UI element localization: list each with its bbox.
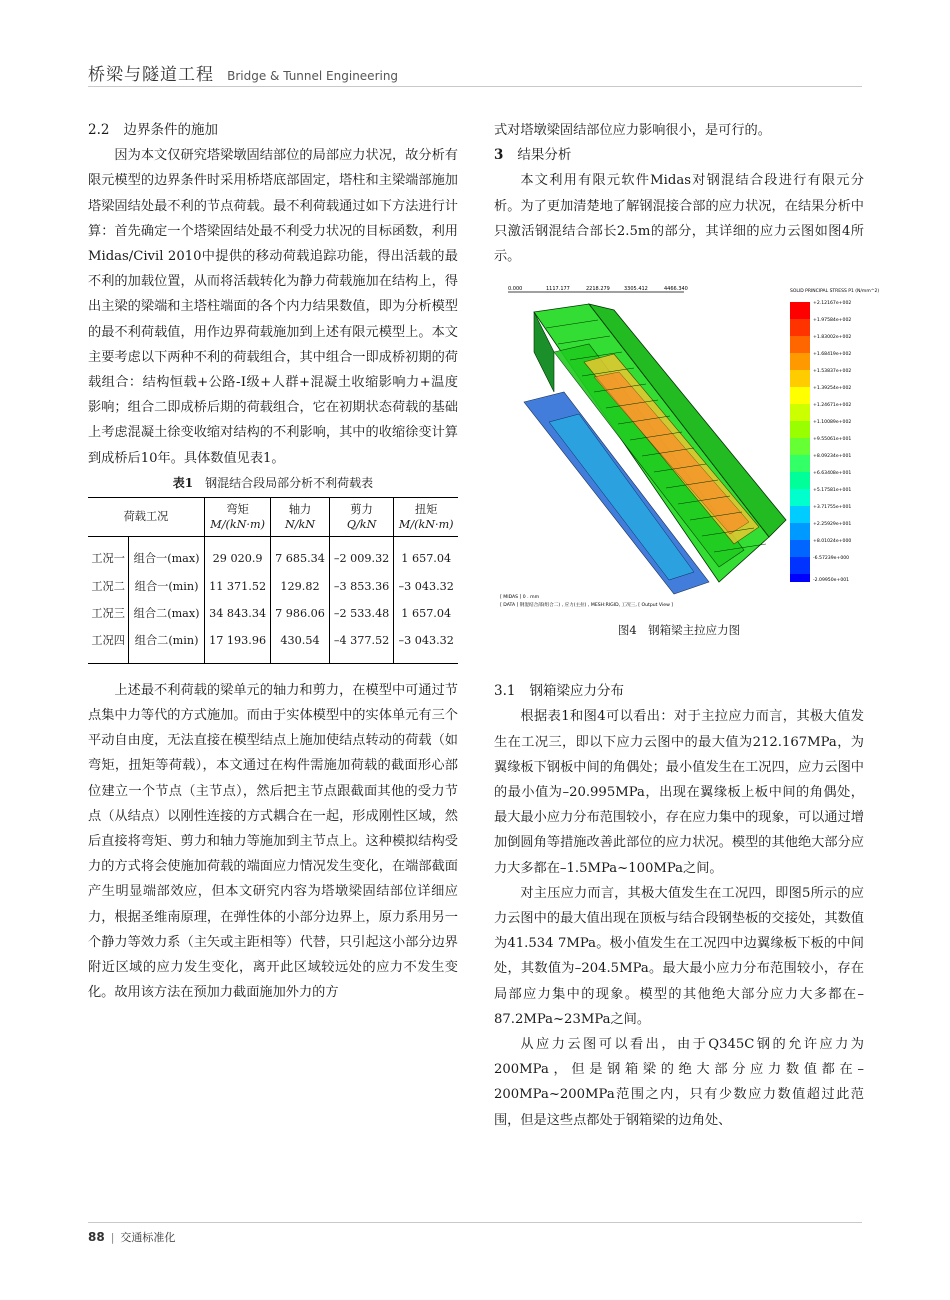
scale-label: 1117.177 [546, 286, 570, 292]
paragraph: 对主压应力而言，其极大值发生在工况四，即图5所示的应力云图中的最大值出现在顶板与结合段钢垫板的交接处，其数值为41.534 7MPa。极小值发生在工况四中边翼缘板下板的中间处，其数值为–204.5MPa。最大最小应力分布范围较小，存在局部应力集中的现象。模型的其他绝大部分应力大多都在–87.2MPa~23MPa之间。 [494, 885, 864, 1027]
svg-text:-6.57239e+000: -6.57239e+000 [813, 556, 850, 561]
paragraph: 本文利用有限元软件Midas对钢混结合段进行有限元分析。为了更加清楚地了解钢混接合部的应力状况，在结果分析中只激活钢混结合部长2.5m的部分，其详细的应力云图如图4所示。 [494, 173, 864, 265]
section-number: 3 [494, 147, 504, 164]
paragraph: 上述最不利荷载的梁单元的轴力和剪力，在模型中可通过节点集中力等代的方式施加。而由于实体模型中的实体单元有三个平动自由度，无法直接在模型结点上施加使结点转动的荷载（如弯矩，扭矩等荷载），本文通过在构件需施加荷载的截面形心部位建立一个节点（主节点），然后把主节点跟截面其他的受力节点（从结点）以刚性连接的方式耦合在一起，形成刚性区域，然后直接将弯矩、剪力和轴力等施加到主节点上。这种模拟结构受力的方式将会使施加荷载的端面应力情况发生变化，在端部截面产生明显端部效应，但本文研究内容为塔墩梁固结部位详细应力，根据圣维南原理，在弹性体的小部分边界上，原力系用另一个静力等效力系（主矢或主距相等）代替，只引起这小部分边界附近区域的应力发生变化，离开此区域较远处的应力不发生变化。故用该方法在预加力截面施加外力的方 [88, 682, 458, 1001]
svg-text:+1.10089e+002: +1.10089e+002 [813, 420, 852, 425]
section-number: 2.2 [88, 122, 110, 138]
section-heading [494, 143, 864, 168]
col-header-shear: 剪力 Q/kN [329, 497, 394, 536]
col-header-torsion: 扭矩 M/(kN·m) [394, 497, 458, 536]
svg-text:+1.39254e+002: +1.39254e+002 [813, 386, 852, 391]
legend-title: SOLID PRINCIPAL STRESS P1 (N/mm^2) [790, 289, 880, 294]
svg-text:+9.55061e+001: +9.55061e+001 [813, 437, 852, 442]
table-row: 工况一 组合一(max) 29 020.9 7 685.34 –2 009.32 1 657.04 [88, 536, 458, 573]
table-row: 工况三 组合二(max) 34 843.34 7 986.06 –2 533.48 1 657.04 [88, 600, 458, 627]
svg-text:+1.24671e+002: +1.24671e+002 [813, 403, 852, 408]
svg-text:+8.01024e+000: +8.01024e+000 [813, 539, 852, 544]
paragraph: 根据表1和图4可以看出：对于主拉应力而言，其极大值发生在工况三，即以下应力云图中的最大值为212.167MPa，为翼缘板下钢板中间的角偶处；最小值发生在工况四，应力云图中的最小值为–20.995MPa，出现在翼缘板上板中间的角偶处，最大最小应力分布范围较小，存在应力集中的现象，可以通过增加倒圆角等措施改善此部位的应力状况。模型的其他绝大部分应力大多都在–1.5MPa~100MPa之间。 [494, 709, 864, 876]
svg-text:+1.68419e+002: +1.68419e+002 [813, 352, 852, 357]
svg-text:+1.97584e+002: +1.97584e+002 [813, 318, 852, 323]
section-heading [494, 679, 864, 704]
svg-text:+1.83002e+002: +1.83002e+002 [813, 335, 852, 340]
svg-text:+3.71755e+001: +3.71755e+001 [813, 505, 852, 510]
paragraph: 从应力云图可以看出，由于Q345C钢的允许应力为200MPa，但是钢箱梁的绝大部分应力数值都在–200MPa~200MPa范围之内，只有少数应力数值超过此范围，但是这些点都处于钢箱梁的边角处、 [494, 1037, 864, 1128]
scale-label: 0.000 [508, 286, 523, 292]
col-header-case: 荷载工况 [88, 497, 204, 536]
table-title: 钢混结合段局部分析不利荷载表 [205, 475, 374, 490]
load-table [88, 497, 458, 664]
svg-text:+5.17581e+001: +5.17581e+001 [813, 488, 852, 493]
table-row: 工况四 组合二(min) 17 193.96 430.54 –4 377.52 –3 043.32 [88, 627, 458, 664]
figure-info: [ DATA ] 钢混结合部(组合二) , 应力(主拉) , MESH:RIGID, 工况三, [ Output View ] [500, 603, 674, 608]
section-heading [88, 118, 458, 143]
svg-text:-2.09950e+001: -2.09950e+001 [813, 578, 850, 583]
col-header-axial: 轴力 N/kN [271, 497, 330, 536]
svg-text:+8.09234e+001: +8.09234e+001 [813, 454, 852, 459]
legend-bar [790, 302, 810, 582]
figure-caption: 图4 钢箱梁主拉应力图 [617, 623, 741, 637]
table-caption [88, 475, 458, 491]
left-column [88, 118, 458, 1005]
journal-title-cn: 桥梁与隧道工程 [88, 65, 214, 85]
table-header-row [88, 497, 458, 536]
svg-text:+1.53837e+002: +1.53837e+002 [813, 369, 852, 374]
section-number: 3.1 [494, 683, 516, 700]
figure-info: [ MIDAS ] 0 . mm [500, 595, 540, 600]
paragraph: 式对塔墩梁固结部位应力影响很小，是可行的。 [494, 123, 771, 138]
table-label: 表1 [172, 475, 194, 490]
page-footer [88, 1222, 862, 1245]
svg-text:+2.12167e+002: +2.12167e+002 [813, 301, 852, 306]
section-title: 结果分析 [517, 147, 572, 164]
footer-separator: | [110, 1231, 115, 1244]
svg-text:+2.25929e+001: +2.25929e+001 [813, 522, 852, 527]
footer-journal: 交通标准化 [120, 1231, 176, 1244]
journal-title-en: Bridge & Tunnel Engineering [227, 69, 399, 83]
stress-contour-figure [494, 282, 880, 622]
scale-label: 4466.340 [664, 286, 688, 292]
paragraph: 因为本文仅研究塔梁墩固结部位的局部应力状况，故分析有限元模型的边界条件时采用桥塔底部固定，塔柱和主梁端部施加塔梁固结处最不利的节点荷载。最不利荷载通过如下方法进行计算：首先确定一个塔梁固结处最不利受力状况的目标函数，利用Midas/Civil 2010中提供的移动荷载追踪功能，得出活载的最不利的加载位置，从而将活载转化为静力荷载施加在结构上，得出主梁的梁端和主塔柱端面的各个内力结果数值，即为分析模型的最不利荷载值，用作边界荷载施加到上述有限元模型上。本文主要考虑以下两种不利的荷载组合，其中组合一即成桥初期的荷载组合：结构恒载+公路-Ⅰ级+人群+混凝土收缩影响力+温度影响；组合二即成桥后期的荷载组合，它在初期状态荷载的基础上考虑混凝土徐变收缩对结构的不利影响，其中的收缩徐变计算到成桥后10年。具体数值见表1。 [88, 148, 458, 466]
table-row: 工况二 组合一(min) 11 371.52 129.82 –3 853.36 –3 043.32 [88, 573, 458, 600]
section-title: 边界条件的施加 [123, 122, 218, 138]
section-title: 钢箱梁应力分布 [529, 683, 624, 700]
scale-label: 3305.412 [624, 286, 648, 292]
svg-text:+6.63408e+001: +6.63408e+001 [813, 471, 852, 476]
page-number: 88 [88, 1230, 105, 1244]
running-header [88, 60, 862, 87]
col-header-moment: 弯矩 M/(kN·m) [204, 497, 270, 536]
scale-label: 2218.279 [586, 286, 610, 292]
